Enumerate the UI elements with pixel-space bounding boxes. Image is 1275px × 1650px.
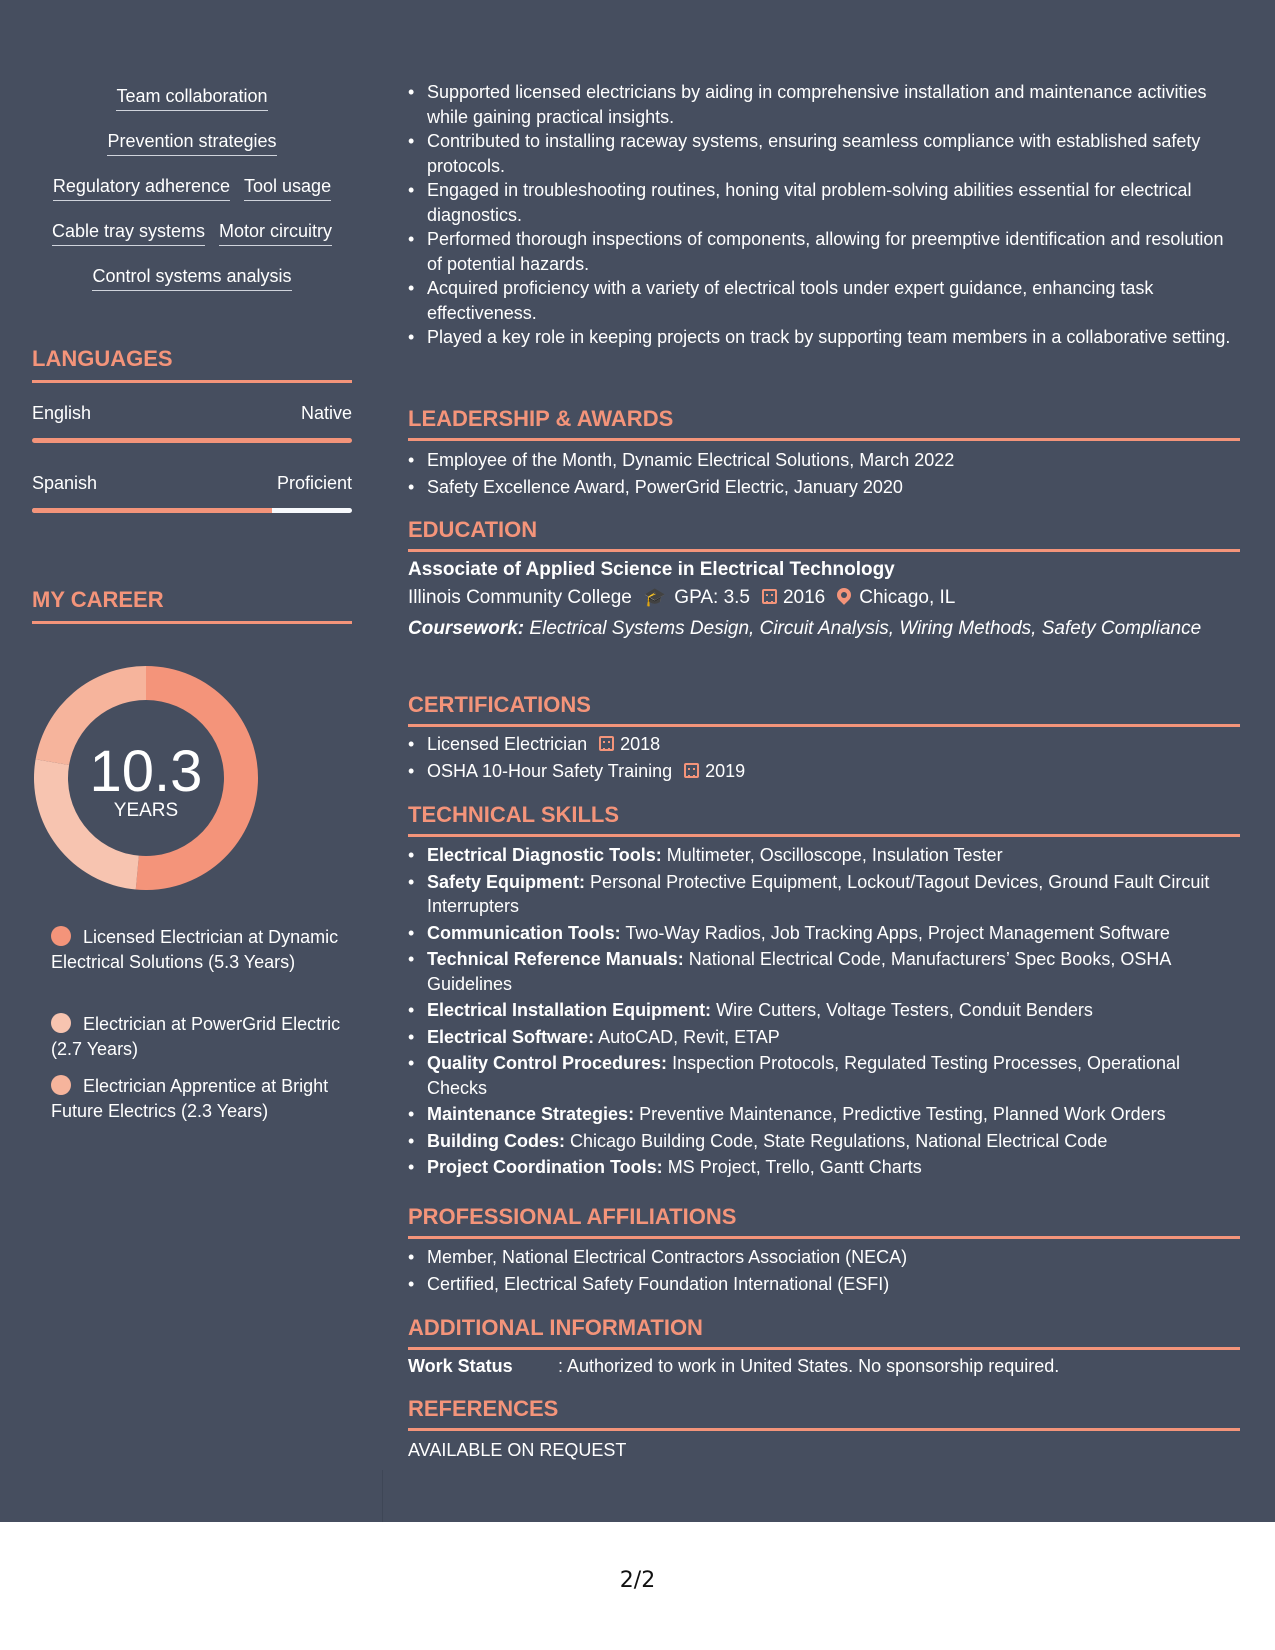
certifications-list (408, 731, 1240, 785)
language-bar-fill (32, 508, 272, 513)
skill-tag: Control systems analysis (92, 266, 291, 291)
skill-row (32, 266, 352, 291)
degree-title: Associate of Applied Science in Electrical Technology (408, 559, 895, 580)
list-item: • Member, National Electrical Contractors Association (NECA) (408, 1244, 1240, 1271)
column-divider (382, 1470, 383, 1522)
skill-value: Multimeter, Oscilloscope, Insulation Tester (666, 845, 1003, 865)
work-status-label: Work Status (408, 1356, 513, 1376)
language-name: English (32, 403, 92, 423)
certification-year: 2019 (705, 761, 746, 781)
language-level: Native (300, 403, 352, 423)
location: Chicago, IL (859, 587, 956, 608)
skill-row (32, 131, 352, 156)
skill-label: Project Coordination Tools: (427, 1157, 663, 1177)
location-pin-icon (834, 585, 854, 605)
certification-name: Licensed Electrician (427, 734, 588, 754)
list-item: • Played a key role in keeping projects on track by supporting team members in a collaborative setting. (408, 325, 1240, 350)
legend-dot (51, 926, 71, 946)
certification-year: 2018 (620, 734, 661, 754)
career-label: Electrician at PowerGrid Electric (2.7 Years) (51, 1014, 341, 1059)
career-label: Electrician Apprentice at Bright Future Electrics (2.3 Years) (51, 1076, 329, 1121)
technical-skills-heading: TECHNICAL SKILLS (408, 802, 1240, 837)
list-item (408, 1155, 1240, 1180)
list-item (408, 843, 1240, 868)
skill-label: Technical Reference Manuals: (427, 949, 684, 969)
skill-label: Communication Tools: (427, 922, 621, 943)
language-level: Proficient (276, 473, 352, 493)
skill-label: Electrical Diagnostic Tools: (427, 845, 662, 865)
legend-dot (51, 1075, 71, 1095)
skill-value: AutoCAD, Revit, ETAP (598, 1026, 780, 1047)
legend-dot (51, 1013, 71, 1033)
skill-value: Personal Protective Equipment, Lockout/Tagout Devices, Ground Fault Circuit Interrupters (427, 871, 1210, 916)
education-meta (408, 587, 1240, 609)
calendar-icon (599, 736, 614, 751)
coursework (408, 617, 1240, 641)
career-unit: YEARS (113, 800, 179, 821)
additional-info-heading: ADDITIONAL INFORMATION (408, 1315, 1240, 1350)
skill-label: Maintenance Strategies: (427, 1104, 635, 1124)
skill-tag: Motor circuitry (219, 221, 332, 246)
list-item (408, 758, 1240, 785)
affiliations-heading: PROFESSIONAL AFFILIATIONS (408, 1204, 1240, 1239)
skill-tag: Regulatory adherence (53, 176, 230, 201)
list-item: • Acquired proficiency with a variety of electrical tools under expert guidance, enhancing task effectiveness. (408, 276, 1240, 325)
calendar-icon (684, 763, 699, 778)
list-item (408, 1051, 1240, 1100)
skill-value: MS Project, Trello, Gantt Charts (667, 1157, 922, 1177)
career-legend-item (51, 925, 341, 975)
skill-label: Building Codes: (427, 1130, 565, 1151)
career-heading: MY CAREER (32, 587, 352, 624)
languages-heading: LANGUAGES (32, 346, 352, 383)
career-total-years: 10.3 (89, 739, 203, 804)
list-item: • Contributed to installing raceway systems, ensuring seamless compliance with established safety protocols. (408, 129, 1240, 178)
gpa: GPA: 3.5 (674, 587, 750, 608)
certification-name: OSHA 10-Hour Safety Training (427, 761, 673, 781)
skill-label: Safety Equipment: (427, 871, 586, 892)
calendar-icon (762, 589, 777, 604)
language-bar (32, 438, 352, 443)
graduation-year: 2016 (782, 587, 826, 608)
education-heading: EDUCATION (408, 517, 1240, 552)
list-item (408, 947, 1240, 996)
certifications-heading: CERTIFICATIONS (408, 692, 1240, 727)
skill-row (32, 86, 352, 111)
skill-row (32, 176, 352, 201)
language-bar (32, 508, 352, 513)
list-item: • Supported licensed electricians by aiding in comprehensive installation and maintenance activities while gaining practical insights. (408, 80, 1240, 129)
language-bar-fill (32, 438, 352, 443)
career-label: Licensed Electrician at Dynamic Electrical Solutions (5.3 Years) (51, 927, 339, 972)
graduation-cap-icon: 🎓 (643, 587, 667, 607)
list-item (408, 921, 1240, 946)
skill-label: Electrical Installation Equipment: (427, 1000, 712, 1020)
skill-value: Chicago Building Code, State Regulations, National Electrical Code (570, 1130, 1108, 1151)
work-status-row (408, 1356, 1240, 1377)
school-name: Illinois Community College (408, 587, 632, 608)
list-item (408, 1102, 1240, 1127)
list-item: • Employee of the Month, Dynamic Electrical Solutions, March 2022 (408, 447, 1240, 474)
career-legend-item (51, 1074, 341, 1124)
list-item: • Safety Excellence Award, PowerGrid Electric, January 2020 (408, 474, 1240, 501)
skill-tag: Tool usage (244, 176, 331, 201)
work-status-value: : Authorized to work in United States. No sponsorship required. (558, 1356, 1060, 1376)
skill-tag: Prevention strategies (107, 131, 276, 156)
list-item (408, 998, 1240, 1023)
career-legend-item (51, 1012, 341, 1062)
skill-value: Preventive Maintenance, Predictive Testing, Planned Work Orders (639, 1104, 1166, 1124)
skill-value: National Electrical Code, Manufacturers’ Spec Books, OSHA Guidelines (427, 949, 1171, 994)
skill-value: Two-Way Radios, Job Tracking Apps, Project Management Software (625, 922, 1170, 943)
awards-heading: LEADERSHIP & AWARDS (408, 406, 1240, 441)
list-item: • Certified, Electrical Safety Foundation International (ESFI) (408, 1271, 1240, 1298)
skill-value: Wire Cutters, Voltage Testers, Conduit Benders (716, 1000, 1093, 1020)
list-item: • Engaged in troubleshooting routines, honing vital problem-solving abilities essential for electrical diagnostics. (408, 178, 1240, 227)
skill-value: Inspection Protocols, Regulated Testing Processes, Operational Checks (427, 1053, 1181, 1098)
skill-label: Quality Control Procedures: (427, 1053, 668, 1073)
references-heading: REFERENCES (408, 1396, 1240, 1431)
experience-bullets (408, 80, 1240, 350)
page-number: 2/2 (619, 1568, 656, 1593)
skill-tag: Cable tray systems (52, 221, 205, 246)
list-item (408, 1025, 1240, 1050)
education-entry (408, 559, 1240, 641)
skill-tag: Team collaboration (116, 86, 267, 111)
language-name: Spanish (32, 473, 98, 493)
list-item (408, 1129, 1240, 1154)
coursework-label: Coursework: (408, 618, 525, 639)
technical-skills-list (408, 843, 1240, 1182)
affiliations-list (408, 1244, 1240, 1298)
awards-list (408, 447, 1240, 501)
skill-label: Electrical Software: (427, 1026, 595, 1047)
skill-row (32, 221, 352, 246)
references-text: AVAILABLE ON REQUEST (408, 1440, 627, 1460)
list-item (408, 870, 1240, 919)
list-item: • Performed thorough inspections of components, allowing for preemptive identification and resolution of potential hazards. (408, 227, 1240, 276)
list-item (408, 731, 1240, 758)
coursework-text: Electrical Systems Design, Circuit Analysis, Wiring Methods, Safety Compliance (529, 618, 1202, 639)
